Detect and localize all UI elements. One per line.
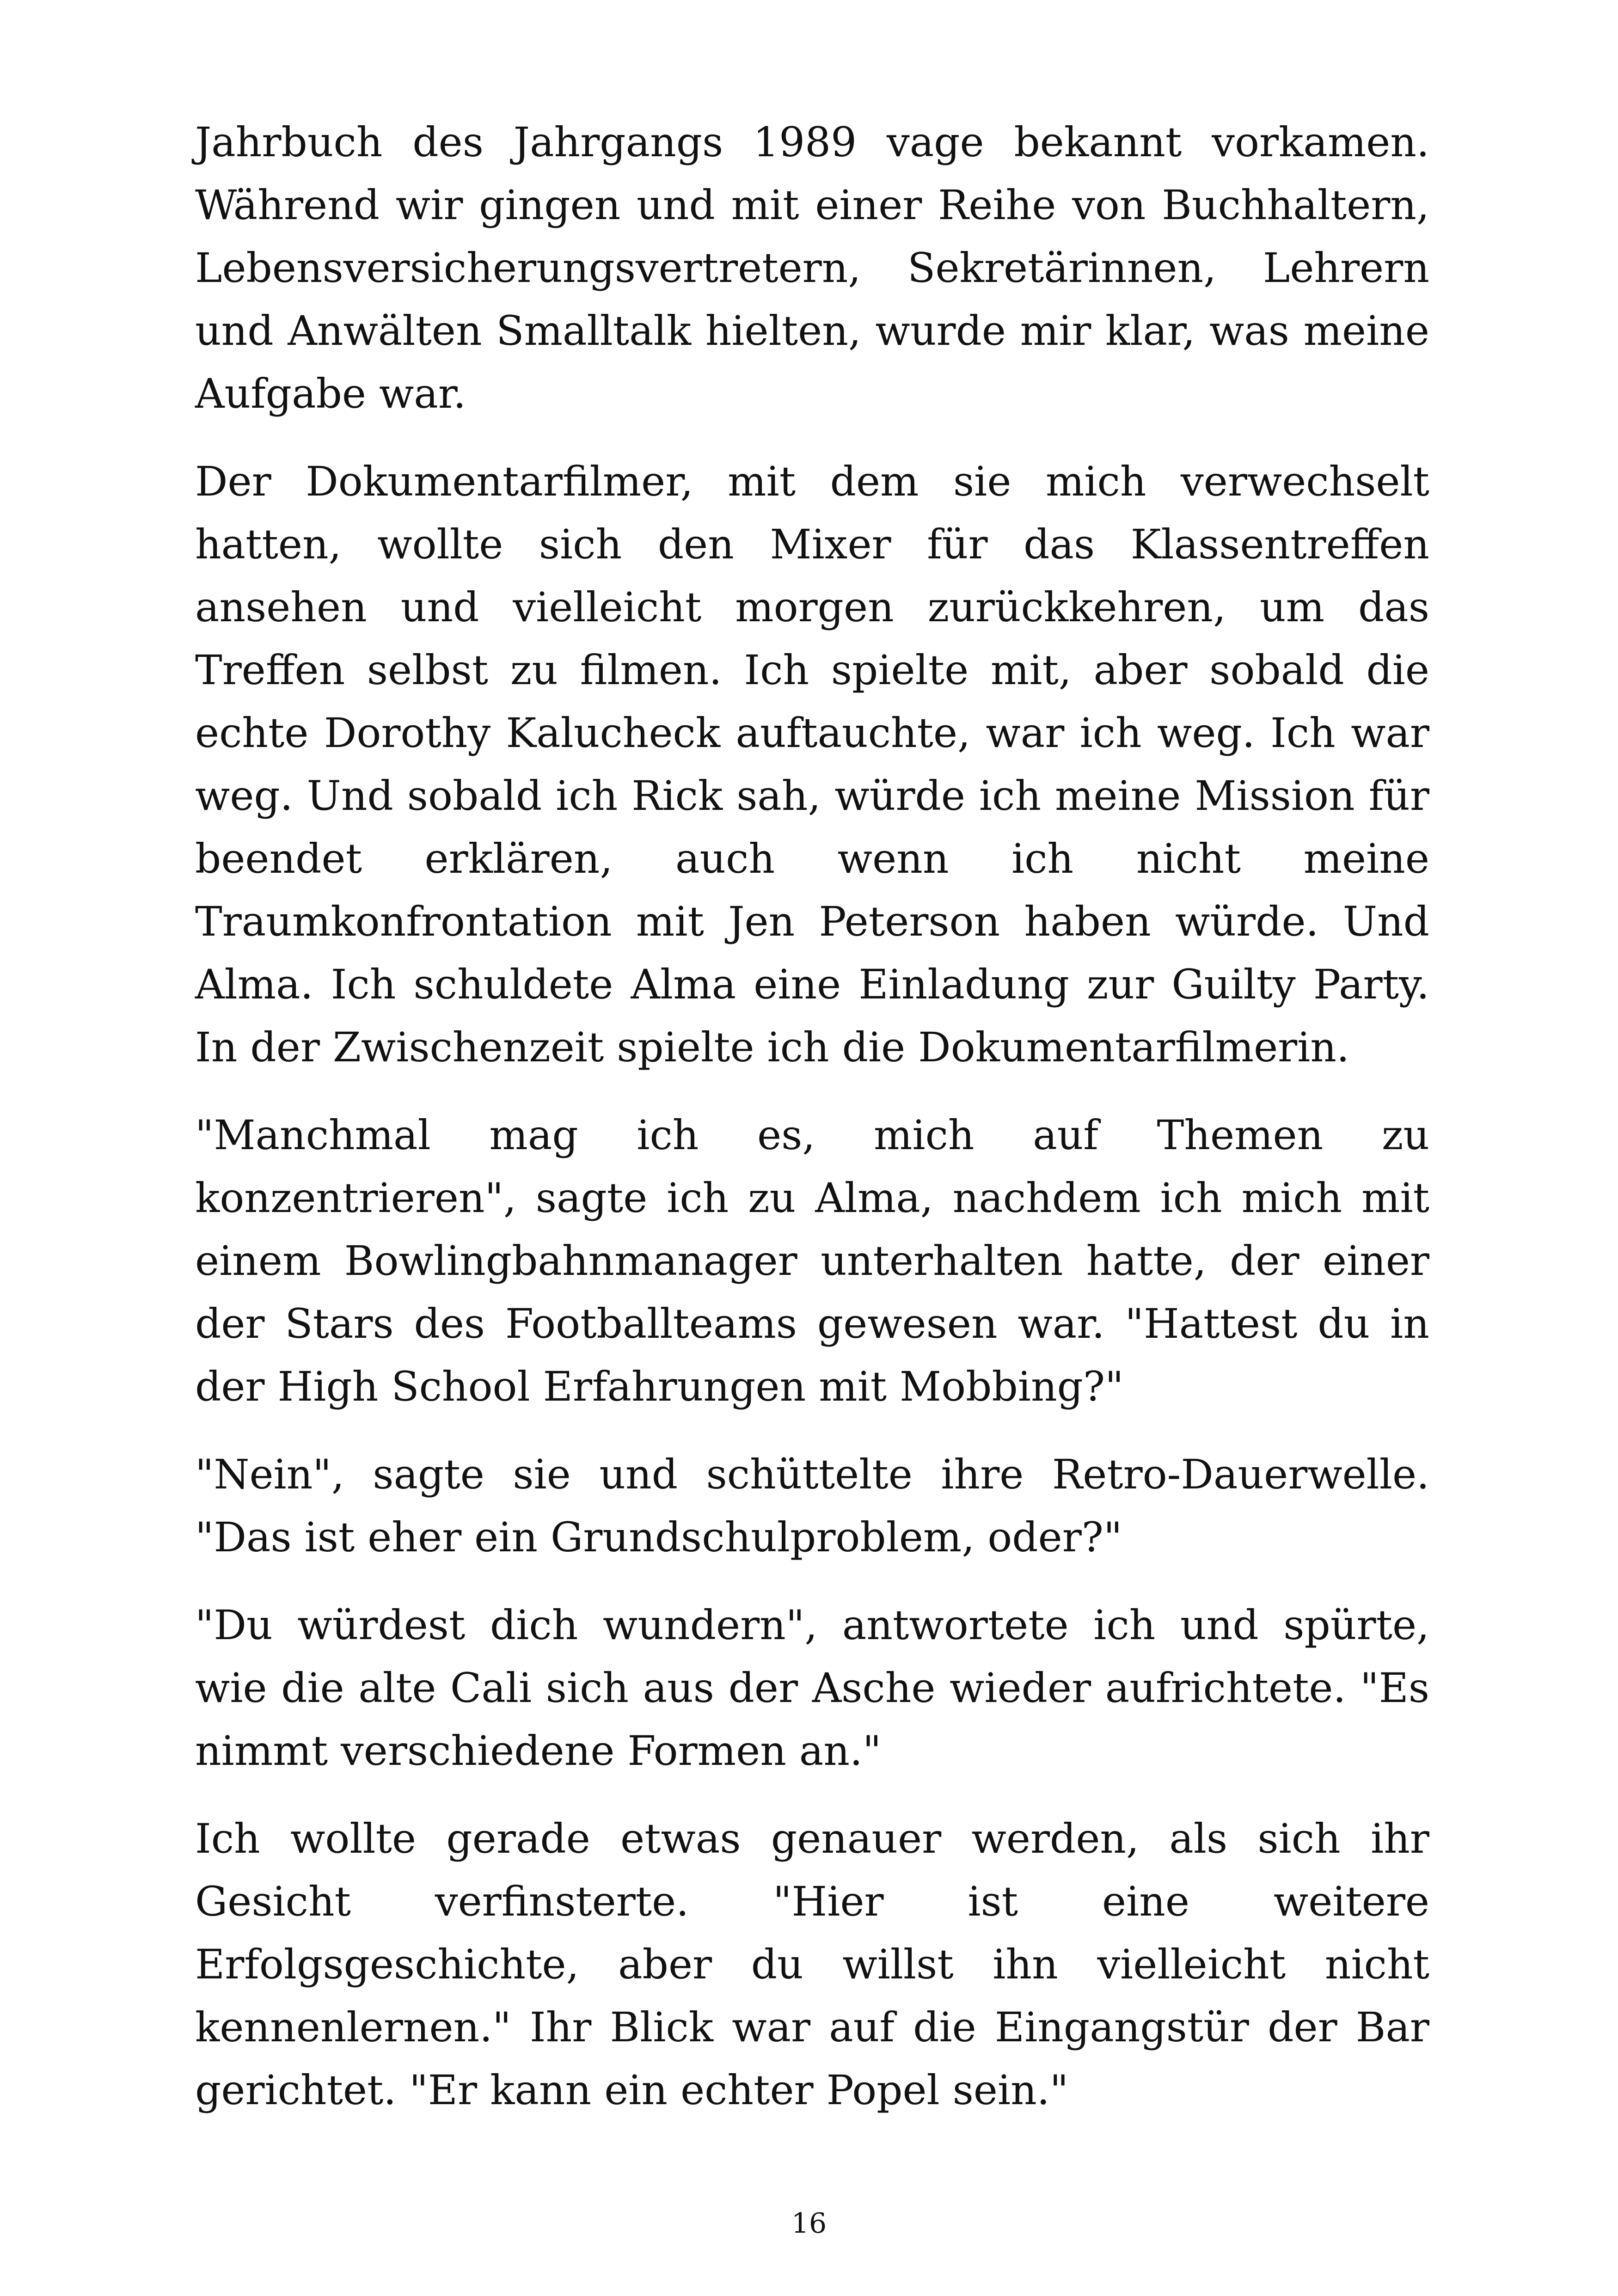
paragraph-1: Jahrbuch des Jahrgangs 1989 vage bekannt vorkamen. Während wir gingen und mit einer Reihe von Buchhaltern, Lebensversicherungsvertretern, Sekretärinnen, Lehrern und Anwälten Smalltalk hielten, wurde mir klar, was meine Aufgabe war. xyxy=(195,118,1429,417)
paragraph-2: Der Dokumentarfilmer, mit dem sie mich verwechselt hatten, wollte sich den Mixer für das Klassentreffen ansehen und vielleicht morgen zurückkehren, um das Treffen selbst zu filmen. Ich spielte mit, aber sobald die echte Dorothy Kalucheck auftauchte, war ich weg. Ich war weg. Und sobald ich Rick sah, würde ich meine Mission für beendet erklären, auch wenn ich nicht meine Traumkonfrontation mit Jen Peterson haben würde. Und Alma. Ich schuldete Alma eine Einladung zur Guilty Party. In der Zwischenzeit spielte ich die Dokumentarfilmerin. xyxy=(195,458,1429,1071)
paragraph-5: "Du würdest dich wundern", antwortete ich und spürte, wie die alte Cali sich aus der Asche wieder aufrichtete. "Es nimmt verschiedene Formen an." xyxy=(195,1601,1429,1775)
page-number: 16 xyxy=(791,2207,827,2240)
paragraph-4: "Nein", sagte sie und schüttelte ihre Retro-Dauerwelle. "Das ist eher ein Grundschulproblem, oder?" xyxy=(195,1451,1429,1561)
body-text xyxy=(195,111,1429,2147)
paragraph-6: Ich wollte gerade etwas genauer werden, als sich ihr Gesicht verfinsterte. "Hier ist eine weitere Erfolgsgeschichte, aber du willst ihn vielleicht nicht kennenlernen." Ihr Blick war auf die Eingangstür der Bar gerichtet. "Er kann ein echter Popel sein." xyxy=(195,1815,1429,2114)
paragraph-3: "Manchmal mag ich es, mich auf Themen zu konzentrieren", sagte ich zu Alma, nachdem ich mich mit einem Bowlingbahnmanager unterhalten hatte, der einer der Stars des Footballteams gewesen war. "Hattest du in der High School Erfahrungen mit Mobbing?" xyxy=(195,1111,1429,1410)
